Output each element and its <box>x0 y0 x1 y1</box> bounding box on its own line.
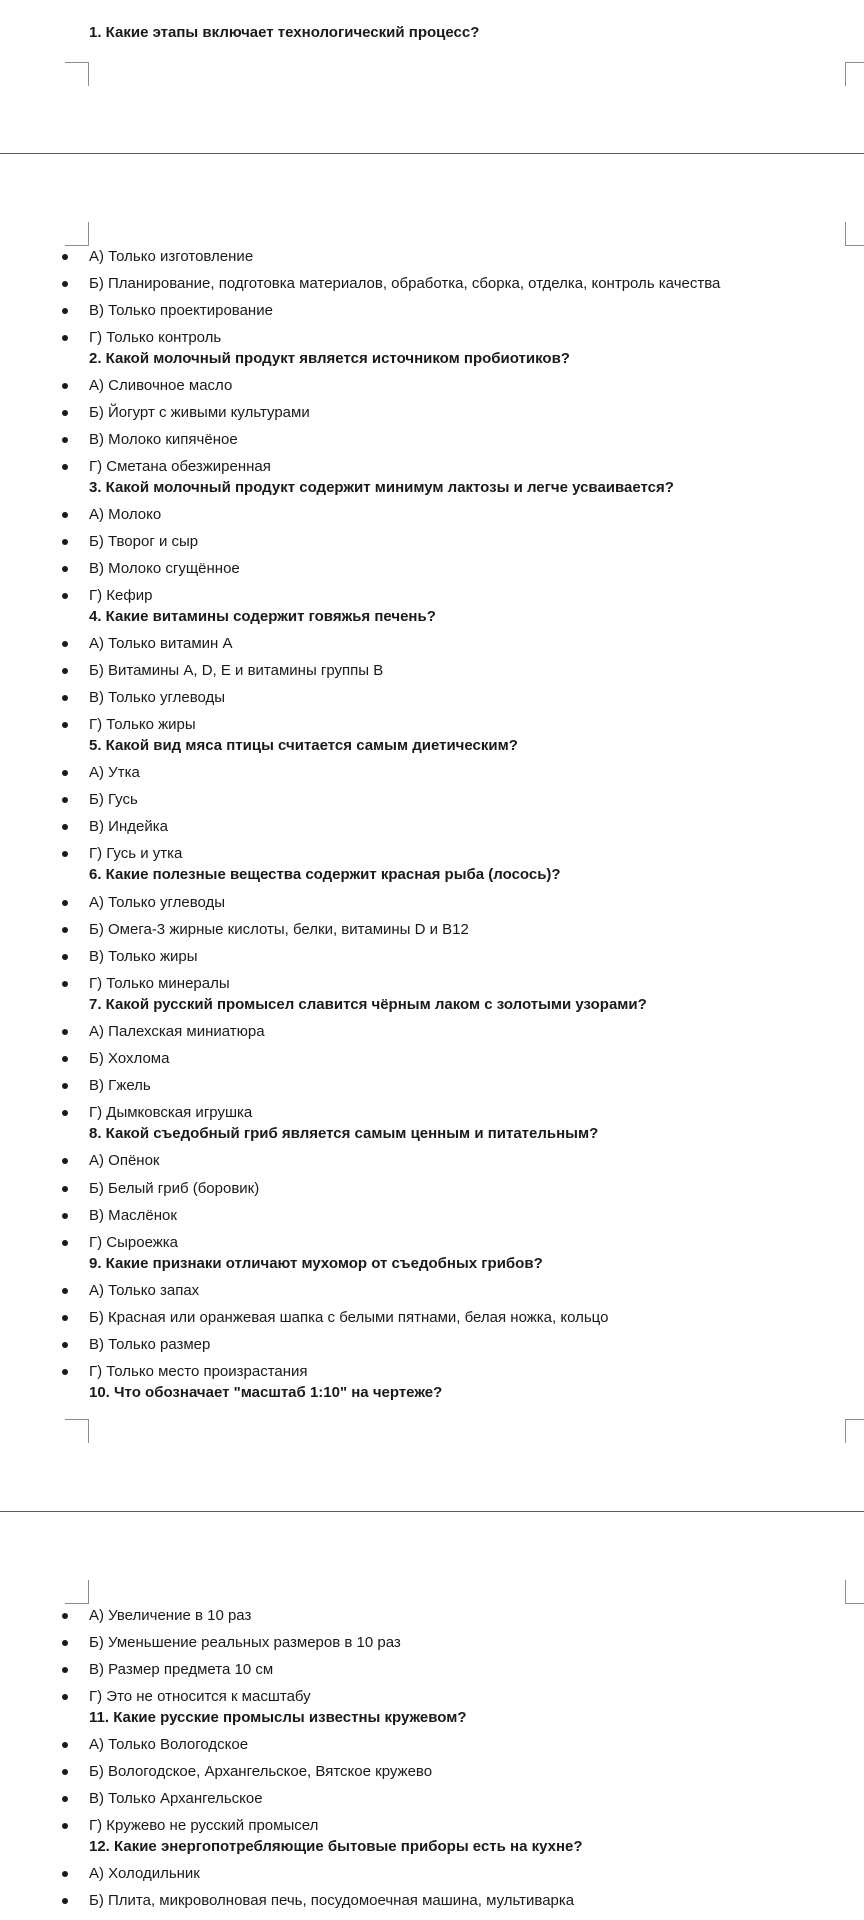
question-heading: 12. Какие энергопотребляющие бытовые приборы есть на кухне? <box>89 1838 583 1855</box>
bullet-icon <box>62 1898 68 1904</box>
answer-option: Г) Только минералы <box>89 975 230 992</box>
bullet-icon <box>62 1158 68 1164</box>
bullet-icon <box>62 1288 68 1294</box>
bullet-icon <box>62 539 68 545</box>
answer-option: Б) Белый гриб (боровик) <box>89 1180 260 1197</box>
margin-corner-mark <box>845 1580 864 1604</box>
margin-corner-mark <box>65 1580 89 1604</box>
margin-corner-mark <box>845 222 864 246</box>
answer-option: Б) Красная или оранжевая шапка с белыми пятнами, белая ножка, кольцо <box>89 1309 609 1326</box>
answer-option: Г) Только контроль <box>89 329 222 346</box>
answer-option: Г) Это не относится к масштабу <box>89 1688 311 1705</box>
answer-option: А) Только витамин А <box>89 635 233 652</box>
answer-option: В) Только проектирование <box>89 302 273 319</box>
answer-option: В) Только размер <box>89 1336 211 1353</box>
answer-option: Б) Плита, микроволновая печь, посудомоечная машина, мультиварка <box>89 1892 575 1909</box>
answer-option: В) Индейка <box>89 818 168 835</box>
bullet-icon <box>62 1056 68 1062</box>
answer-option: Б) Хохлома <box>89 1050 170 1067</box>
answer-option: Б) Гусь <box>89 791 138 808</box>
margin-corner-mark <box>65 222 89 246</box>
bullet-icon <box>62 851 68 857</box>
question-heading: 10. Что обозначает "масштаб 1:10" на чертеже? <box>89 1384 443 1401</box>
answer-option: А) Утка <box>89 764 140 781</box>
question-heading: 2. Какой молочный продукт является источником пробиотиков? <box>89 350 570 367</box>
bullet-icon <box>62 1613 68 1619</box>
bullet-icon <box>62 695 68 701</box>
bullet-icon <box>62 641 68 647</box>
answer-option: А) Опёнок <box>89 1152 160 1169</box>
bullet-icon <box>62 1315 68 1321</box>
question-heading: 8. Какой съедобный гриб является самым ценным и питательным? <box>89 1125 599 1142</box>
bullet-icon <box>62 1369 68 1375</box>
answer-option: Б) Творог и сыр <box>89 533 199 550</box>
answer-option: А) Палехская миниатюра <box>89 1023 265 1040</box>
bullet-icon <box>62 1742 68 1748</box>
question-heading: 4. Какие витамины содержит говяжья печень? <box>89 608 436 625</box>
question-heading: 5. Какой вид мяса птицы считается самым диетическим? <box>89 737 518 754</box>
bullet-icon <box>62 770 68 776</box>
margin-corner-mark <box>65 1419 89 1443</box>
answer-option: В) Молоко кипячёное <box>89 431 238 448</box>
answer-option: В) Только жиры <box>89 948 198 965</box>
answer-option: А) Только запах <box>89 1282 200 1299</box>
answer-option: Б) Вологодское, Архангельское, Вятское кружево <box>89 1763 433 1780</box>
bullet-icon <box>62 722 68 728</box>
answer-option: Г) Гусь и утка <box>89 845 183 862</box>
bullet-icon <box>62 437 68 443</box>
page-separator <box>0 1511 864 1512</box>
bullet-icon <box>62 254 68 260</box>
question-heading: 11. Какие русские промыслы известны кружевом? <box>89 1709 467 1726</box>
answer-option: А) Сливочное масло <box>89 377 233 394</box>
bullet-icon <box>62 566 68 572</box>
answer-option: Б) Уменьшение реальных размеров в 10 раз <box>89 1634 401 1651</box>
bullet-icon <box>62 1342 68 1348</box>
page-separator <box>0 153 864 154</box>
bullet-icon <box>62 1667 68 1673</box>
question-heading: 7. Какой русский промысел славится чёрным лаком с золотыми узорами? <box>89 996 647 1013</box>
answer-option: А) Молоко <box>89 506 162 523</box>
answer-option: Г) Сыроежка <box>89 1234 179 1251</box>
bullet-icon <box>62 824 68 830</box>
answer-option: Г) Кефир <box>89 587 153 604</box>
bullet-icon <box>62 1213 68 1219</box>
bullet-icon <box>62 797 68 803</box>
bullet-icon <box>62 1823 68 1829</box>
bullet-icon <box>62 383 68 389</box>
bullet-icon <box>62 1029 68 1035</box>
answer-option: А) Только изготовление <box>89 248 254 265</box>
bullet-icon <box>62 1769 68 1775</box>
bullet-icon <box>62 1186 68 1192</box>
bullet-icon <box>62 464 68 470</box>
answer-option: Б) Омега-3 жирные кислоты, белки, витамины D и B12 <box>89 921 469 938</box>
question-heading: 6. Какие полезные вещества содержит красная рыба (лосось)? <box>89 866 561 883</box>
answer-option: А) Только углеводы <box>89 894 226 911</box>
answer-option: Б) Планирование, подготовка материалов, обработка, сборка, отделка, контроль качества <box>89 275 721 292</box>
bullet-icon <box>62 410 68 416</box>
bullet-icon <box>62 593 68 599</box>
bullet-icon <box>62 281 68 287</box>
answer-option: В) Молоко сгущённое <box>89 560 240 577</box>
bullet-icon <box>62 1796 68 1802</box>
bullet-icon <box>62 335 68 341</box>
answer-option: А) Холодильник <box>89 1865 200 1882</box>
margin-corner-mark <box>845 1419 864 1443</box>
answer-option: Г) Только жиры <box>89 716 196 733</box>
question-heading: 9. Какие признаки отличают мухомор от съедобных грибов? <box>89 1255 543 1272</box>
bullet-icon <box>62 927 68 933</box>
answer-option: А) Увеличение в 10 раз <box>89 1607 252 1624</box>
answer-option: Б) Йогурт с живыми культурами <box>89 404 310 421</box>
bullet-icon <box>62 1640 68 1646</box>
answer-option: Г) Только место произрастания <box>89 1363 308 1380</box>
answer-option: В) Гжель <box>89 1077 151 1094</box>
answer-option: Б) Витамины А, D, E и витамины группы B <box>89 662 384 679</box>
margin-corner-mark <box>845 62 864 86</box>
answer-option: В) Маслёнок <box>89 1207 177 1224</box>
bullet-icon <box>62 512 68 518</box>
answer-option: А) Только Вологодское <box>89 1736 249 1753</box>
answer-option: В) Только Архангельское <box>89 1790 263 1807</box>
bullet-icon <box>62 1240 68 1246</box>
bullet-icon <box>62 900 68 906</box>
bullet-icon <box>62 1694 68 1700</box>
question-heading: 1. Какие этапы включает технологический процесс? <box>89 24 480 41</box>
bullet-icon <box>62 1110 68 1116</box>
bullet-icon <box>62 981 68 987</box>
answer-option: Г) Кружево не русский промысел <box>89 1817 319 1834</box>
question-heading: 3. Какой молочный продукт содержит минимум лактозы и легче усваивается? <box>89 479 674 496</box>
answer-option: В) Только углеводы <box>89 689 226 706</box>
answer-option: Г) Сметана обезжиренная <box>89 458 271 475</box>
answer-option: В) Размер предмета 10 см <box>89 1661 274 1678</box>
bullet-icon <box>62 308 68 314</box>
bullet-icon <box>62 668 68 674</box>
bullet-icon <box>62 1083 68 1089</box>
answer-option: Г) Дымковская игрушка <box>89 1104 253 1121</box>
bullet-icon <box>62 954 68 960</box>
margin-corner-mark <box>65 62 89 86</box>
bullet-icon <box>62 1871 68 1877</box>
